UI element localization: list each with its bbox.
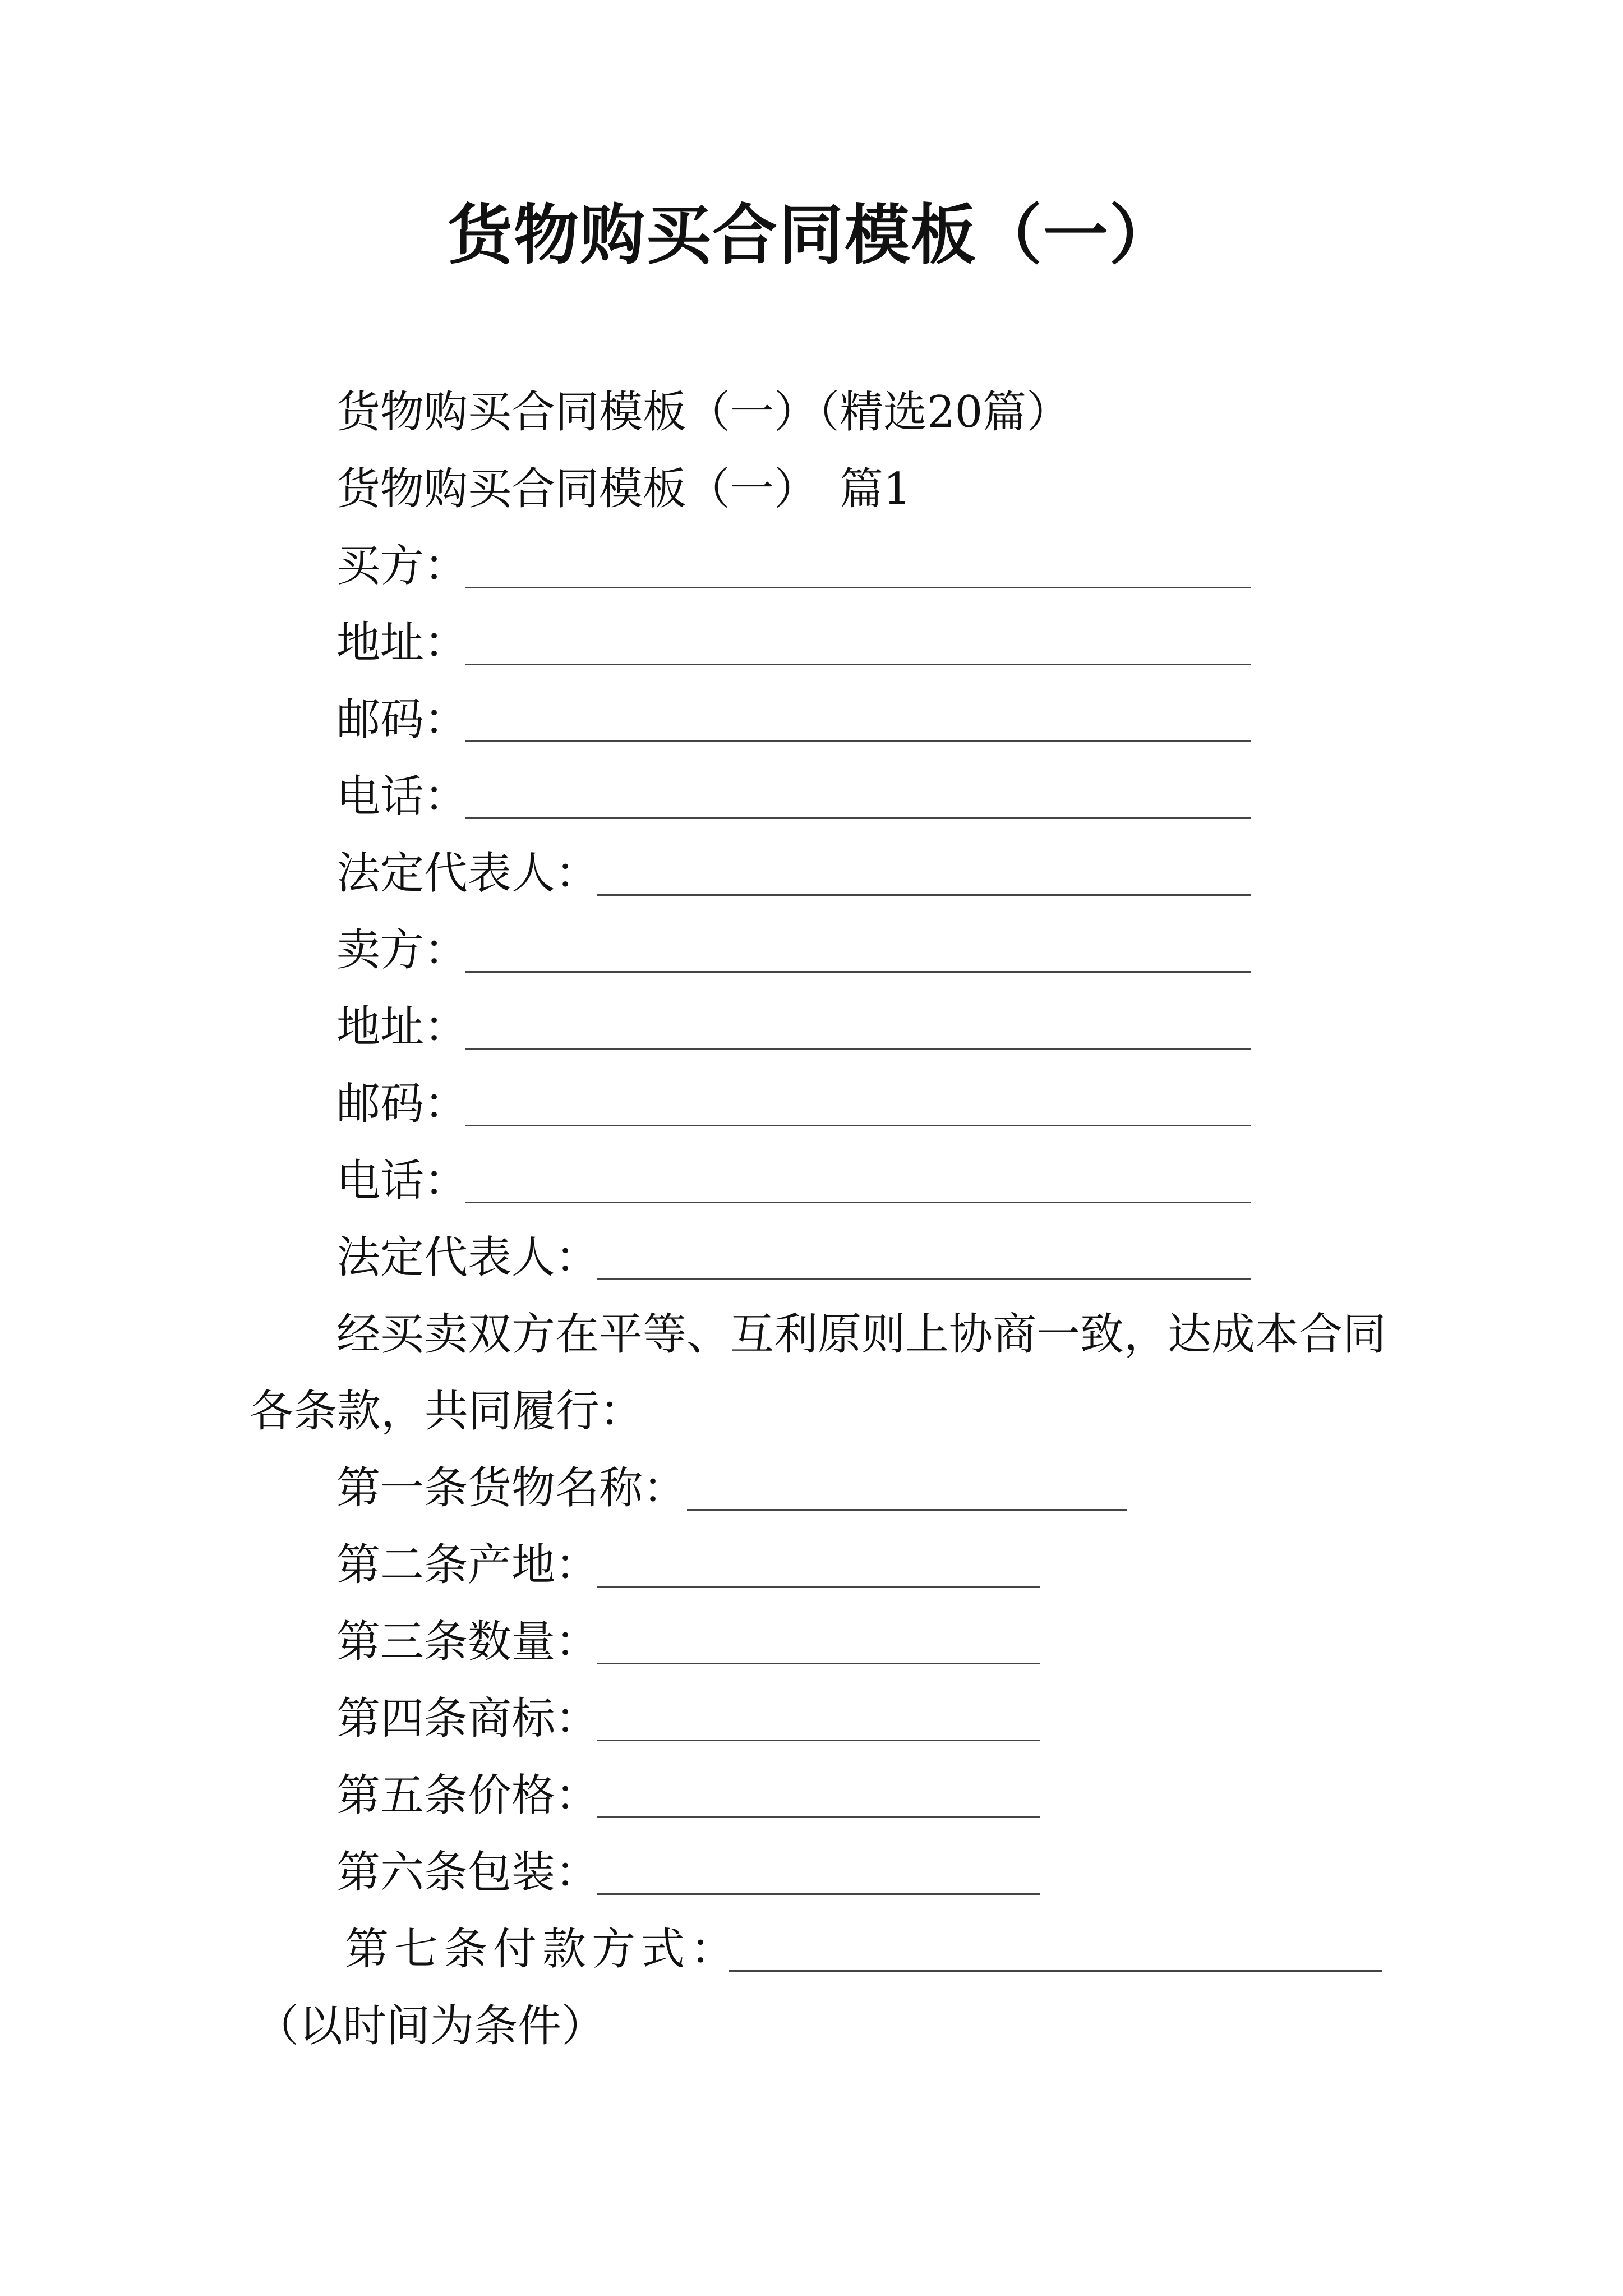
article-1-label: 第一条货物名称： <box>336 1463 687 1513</box>
seller-fill-line <box>465 971 1251 973</box>
buyer-postcode-label: 邮码： <box>336 694 468 745</box>
article-7-note: （以时间为条件） <box>255 2001 606 2051</box>
intro-paragraph-line-1: 经买卖双方在平等、互利原则上协商一致，达成本合同 <box>336 1309 1387 1360</box>
article-2-fill-line <box>597 1586 1040 1588</box>
document-subtitle: 货物购买合同模板（一）（精选20篇） <box>336 387 1071 438</box>
seller-legal-rep-fill-line <box>597 1278 1251 1280</box>
buyer-postcode-fill-line <box>465 740 1251 742</box>
article-3-fill-line <box>597 1663 1040 1664</box>
article-6-label: 第六条包装： <box>336 1847 600 1898</box>
article-6-fill-line <box>597 1893 1040 1895</box>
buyer-legal-rep-label: 法定代表人： <box>336 848 600 899</box>
buyer-label: 买方： <box>336 541 468 591</box>
buyer-address-fill-line <box>465 664 1251 665</box>
article-5-label: 第五条价格： <box>336 1770 600 1821</box>
article-5-fill-line <box>597 1816 1040 1818</box>
buyer-fill-line <box>465 587 1251 588</box>
seller-label: 卖方： <box>336 925 468 976</box>
document-title: 货物购买合同模板（一） <box>448 197 1175 273</box>
article-7-label: 第七条付款方式： <box>345 1924 740 1975</box>
seller-legal-rep-label: 法定代表人： <box>336 1232 600 1283</box>
article-2-label: 第二条产地： <box>336 1540 600 1590</box>
section-heading: 货物购买合同模板（一） 篇1 <box>336 464 911 514</box>
buyer-legal-rep-fill-line <box>597 894 1251 896</box>
seller-phone-label: 电话： <box>336 1156 468 1206</box>
buyer-phone-label: 电话： <box>336 771 468 822</box>
seller-address-label: 地址： <box>336 1002 468 1052</box>
article-1-fill-line <box>687 1509 1127 1511</box>
seller-postcode-label: 邮码： <box>336 1079 468 1129</box>
buyer-phone-fill-line <box>465 817 1251 819</box>
seller-phone-fill-line <box>465 1202 1251 1203</box>
article-4-fill-line <box>597 1740 1040 1741</box>
article-4-label: 第四条商标： <box>336 1694 600 1744</box>
article-7-fill-line <box>729 1970 1382 1972</box>
intro-paragraph-line-2: 各条款，共同履行： <box>250 1386 644 1437</box>
buyer-address-label: 地址： <box>336 618 468 668</box>
article-3-label: 第三条数量： <box>336 1617 600 1667</box>
seller-address-fill-line <box>465 1048 1251 1050</box>
seller-postcode-fill-line <box>465 1125 1251 1126</box>
